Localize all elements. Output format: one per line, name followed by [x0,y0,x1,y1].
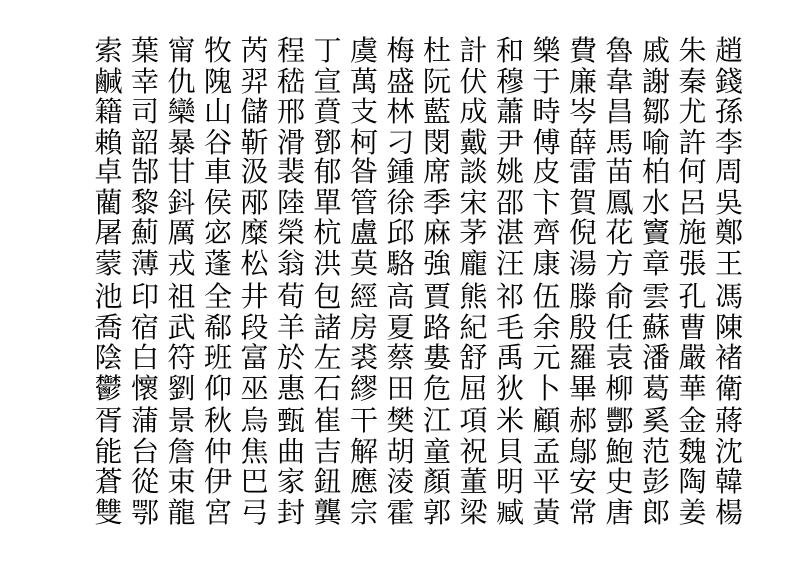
surname-character: 花 [605,216,634,249]
surname-character: 鈕 [313,465,342,498]
surname-character: 季 [422,185,451,219]
surname-character: 朱 [678,34,707,67]
surname-character: 禹 [495,341,524,374]
surname-character: 賈 [422,280,451,313]
surname-character: 江 [422,404,451,437]
surname-character: 呂 [678,185,707,219]
surname-character: 滕 [568,280,597,313]
surname-character: 陰 [94,341,123,374]
surname-character: 巴 [240,465,269,498]
surname-character: 陸 [276,185,305,219]
surname-character: 羊 [276,310,305,344]
surname-character: 高 [386,280,415,313]
surname-character: 經 [349,280,378,313]
surname-character: 戎 [167,246,196,280]
surname-character: 柏 [641,155,670,188]
surname-character: 于 [532,64,561,98]
surname-character: 董 [459,465,488,498]
surname-character: 祝 [459,434,488,468]
surname-character: 嚴 [678,341,707,374]
surname-character: 陳 [714,310,743,344]
surname-character: 鍾 [386,155,415,188]
surname-character: 姜 [678,495,707,529]
surname-character: 鄒 [641,95,670,128]
surname-character: 齊 [532,216,561,249]
surname-character: 蘇 [641,310,670,344]
surname-character: 宋 [459,185,488,219]
surname-character: 郜 [130,155,159,188]
surname-character: 莫 [349,246,378,280]
surname-character: 榮 [276,216,305,249]
surname-character: 宣 [313,64,342,98]
surname-character: 沈 [714,434,743,468]
surname-character: 樊 [386,404,415,437]
surname-character: 懷 [130,371,159,405]
surname-character: 戴 [459,125,488,159]
surname-character: 秋 [203,404,232,437]
surname-character: 蒙 [94,246,123,280]
surname-character: 茅 [459,216,488,249]
surname-character: 嵇 [276,64,305,98]
surname-character: 霍 [386,495,415,529]
surname-character: 池 [94,280,123,313]
surname-character: 章 [641,246,670,280]
surname-character: 倪 [568,216,597,249]
surname-character: 蔣 [714,404,743,437]
surname-character: 松 [240,246,269,280]
surname-character: 籍 [94,95,123,128]
surname-character: 方 [605,246,634,280]
surname-character: 明 [495,465,524,498]
surname-character: 屈 [459,371,488,405]
surname-character: 薊 [130,216,159,249]
surname-character: 郗 [203,310,232,344]
surname-character: 宿 [130,310,159,344]
surname-character: 支 [349,95,378,128]
surname-character: 芮 [240,34,269,67]
surname-character: 曹 [678,310,707,344]
surname-character: 葉 [130,34,159,67]
surname-character: 裴 [276,155,305,188]
surname-character: 於 [276,341,305,374]
surname-character: 汪 [495,246,524,280]
surname-character: 胡 [386,434,415,468]
surname-character: 龍 [167,495,196,529]
surname-character: 劉 [167,371,196,405]
surname-character: 刁 [386,125,415,159]
surname-character: 葛 [641,371,670,405]
surname-character: 應 [349,465,378,498]
surname-character: 梅 [386,34,415,67]
surname-character: 孫 [714,95,743,128]
surname-character: 薄 [130,246,159,280]
surname-character: 趙 [714,34,743,67]
surname-character: 畢 [568,371,597,405]
surname-character: 馬 [605,125,634,159]
surname-character: 盧 [349,216,378,249]
surname-character: 昝 [349,155,378,188]
surname-character: 解 [349,434,378,468]
surname-character: 皮 [532,155,561,188]
surname-character: 虞 [349,34,378,67]
surname-character: 項 [459,404,488,437]
surname-character: 孔 [678,280,707,313]
surname-character: 仇 [167,64,196,98]
surname-character: 欒 [167,95,196,128]
surname-character: 吉 [313,434,342,468]
surname-character: 能 [94,434,123,468]
surname-character: 元 [532,341,561,374]
surname-character: 楊 [714,495,743,529]
surname-character: 尤 [678,95,707,128]
surname-character: 岑 [568,95,597,128]
surname-character: 臧 [495,495,524,529]
surname-character: 殷 [568,310,597,344]
surname-character: 談 [459,155,488,188]
surname-character: 盛 [386,64,415,98]
surname-character: 成 [459,95,488,128]
surname-character: 彭 [641,465,670,498]
surname-character: 樂 [532,34,561,67]
surname-character: 牧 [203,34,232,67]
surname-character: 施 [678,216,707,249]
surname-character: 張 [678,246,707,280]
surname-character: 袁 [605,341,634,374]
surname-character: 錢 [714,64,743,98]
surname-character: 阮 [422,64,451,98]
surname-character: 汲 [240,155,269,188]
surname-character: 米 [495,404,524,437]
surname-character: 全 [203,280,232,313]
surname-character: 金 [678,404,707,437]
surname-character: 麻 [422,216,451,249]
surname-character: 糜 [240,216,269,249]
surname-character: 貝 [495,434,524,468]
surname-character: 龐 [459,246,488,280]
surname-character: 鄭 [714,216,743,249]
surname-character: 姚 [495,155,524,188]
surname-character: 左 [313,341,342,374]
surname-character: 鈄 [167,185,196,219]
surname-character: 諸 [313,310,342,344]
surname-character: 費 [568,34,597,67]
surname-character: 伏 [459,64,488,98]
surname-character: 安 [568,465,597,498]
surname-character: 平 [532,465,561,498]
surname-character: 苗 [605,155,634,188]
surname-character: 蒼 [94,465,123,498]
surname-character: 鮑 [605,434,634,468]
surname-character: 奚 [641,404,670,437]
surname-character: 熊 [459,280,488,313]
surname-character: 翁 [276,246,305,280]
surname-character: 伊 [203,465,232,498]
surname-character: 靳 [240,125,269,159]
surname-character: 童 [422,434,451,468]
surname-character: 仲 [203,434,232,468]
surname-character: 魏 [678,434,707,468]
surname-character: 雷 [568,155,597,188]
surname-character: 厲 [167,216,196,249]
surname-character: 屠 [94,216,123,249]
surname-character: 駱 [386,246,415,280]
surname-character: 司 [130,95,159,128]
surname-character: 和 [495,34,524,67]
surname-character: 暴 [167,125,196,159]
surname-character: 穆 [495,64,524,98]
surname-character: 惠 [276,371,305,405]
surname-character: 巫 [240,371,269,405]
surname-character: 田 [386,371,415,405]
surname-character: 傅 [532,125,561,159]
surname-character: 甯 [167,34,196,67]
surname-character: 賴 [94,125,123,159]
surname-character: 符 [167,341,196,374]
surname-character: 甘 [167,155,196,188]
surname-character: 席 [422,155,451,188]
surname-character: 舒 [459,341,488,374]
surname-character: 李 [714,125,743,159]
surname-character: 韓 [714,465,743,498]
surname-character: 鄧 [313,125,342,159]
surname-character: 酆 [605,404,634,437]
surname-character: 鄂 [130,495,159,529]
surname-character: 俞 [605,280,634,313]
surname-character: 家 [276,465,305,498]
surname-character: 烏 [240,404,269,437]
surname-character: 王 [714,246,743,280]
surname-character: 鳳 [605,185,634,219]
surname-character: 吳 [714,185,743,219]
surname-character: 蔡 [386,341,415,374]
surname-character: 荀 [276,280,305,313]
surname-character: 黃 [532,495,561,529]
surname-character: 仰 [203,371,232,405]
surname-character: 隗 [203,64,232,98]
surname-character: 尹 [495,125,524,159]
surname-character: 湯 [568,246,597,280]
surname-character: 邱 [386,216,415,249]
surname-character: 伍 [532,280,561,313]
surname-character: 丁 [313,34,342,67]
surname-character: 強 [422,246,451,280]
surname-character: 宗 [349,495,378,529]
surname-character: 包 [313,280,342,313]
surname-character: 封 [276,495,305,529]
surname-character: 雲 [641,280,670,313]
surname-character: 崔 [313,404,342,437]
surname-character: 華 [678,371,707,405]
surname-character: 曲 [276,434,305,468]
surname-character: 卞 [532,185,561,219]
surname-character: 台 [130,434,159,468]
surname-character: 洪 [313,246,342,280]
surname-character: 戚 [641,34,670,67]
surname-character: 黎 [130,185,159,219]
surname-character: 杜 [422,34,451,67]
surname-character: 詹 [167,434,196,468]
surname-character: 程 [276,34,305,67]
surname-character: 余 [532,310,561,344]
surname-character: 顧 [532,404,561,437]
surname-character: 閔 [422,125,451,159]
surname-character: 卓 [94,155,123,188]
surname-character: 羿 [240,64,269,98]
surname-character: 裘 [349,341,378,374]
surname-character: 單 [313,185,342,219]
surname-character: 石 [313,371,342,405]
surname-character: 何 [678,155,707,188]
surname-character: 謝 [641,64,670,98]
surname-character: 韶 [130,125,159,159]
surname-character: 束 [167,465,196,498]
surname-character: 柯 [349,125,378,159]
surname-character: 郝 [568,404,597,437]
surname-character: 從 [130,465,159,498]
surname-character: 褚 [714,341,743,374]
surname-character: 湛 [495,216,524,249]
surname-character: 繆 [349,371,378,405]
surname-character: 康 [532,246,561,280]
surname-character: 宓 [203,216,232,249]
surname-character: 危 [422,371,451,405]
surname-character: 鬱 [94,371,123,405]
surname-character: 祖 [167,280,196,313]
surname-character: 婁 [422,341,451,374]
surname-character: 時 [532,95,561,128]
surname-character: 郁 [313,155,342,188]
surname-character: 白 [130,341,159,374]
surname-character: 甄 [276,404,305,437]
surname-character: 鹹 [94,64,123,98]
surname-character: 雙 [94,495,123,529]
surname-character: 蕭 [495,95,524,128]
surname-character: 幸 [130,64,159,98]
surname-character: 班 [203,341,232,374]
surname-character: 萬 [349,64,378,98]
surname-character: 毛 [495,310,524,344]
surname-character: 弓 [240,495,269,529]
surname-character: 唐 [605,495,634,529]
surname-character: 藺 [94,185,123,219]
surname-character: 陶 [678,465,707,498]
surname-character: 衛 [714,371,743,405]
surname-character: 水 [641,185,670,219]
surname-character: 紀 [459,310,488,344]
surname-character: 潘 [641,341,670,374]
surname-character: 廉 [568,64,597,98]
surname-character: 路 [422,310,451,344]
surname-character: 藍 [422,95,451,128]
surname-character: 昌 [605,95,634,128]
surname-character: 祁 [495,280,524,313]
surname-character: 魯 [605,34,634,67]
surname-character: 井 [240,280,269,313]
surname-character: 侯 [203,185,232,219]
surname-character: 龔 [313,495,342,529]
surname-character: 竇 [641,216,670,249]
surname-character: 周 [714,155,743,188]
surname-character: 鄔 [568,434,597,468]
surname-character: 賁 [313,95,342,128]
surname-character: 管 [349,185,378,219]
surname-character: 史 [605,465,634,498]
surname-character: 宮 [203,495,232,529]
surname-character: 儲 [240,95,269,128]
surname-character: 許 [678,125,707,159]
surname-character: 景 [167,404,196,437]
surname-character: 胥 [94,404,123,437]
surname-character: 邴 [240,185,269,219]
surname-character: 徐 [386,185,415,219]
surname-character: 干 [349,404,378,437]
surname-character: 山 [203,95,232,128]
surname-character: 邢 [276,95,305,128]
surname-character: 羅 [568,341,597,374]
surname-character: 蒲 [130,404,159,437]
surname-character: 韋 [605,64,634,98]
surname-character: 常 [568,495,597,529]
surname-character: 夏 [386,310,415,344]
surname-character: 喻 [641,125,670,159]
surname-character: 印 [130,280,159,313]
surname-character: 杭 [313,216,342,249]
surname-character: 林 [386,95,415,128]
surname-character: 富 [240,341,269,374]
surname-character: 郎 [641,495,670,529]
surname-character: 梁 [459,495,488,529]
surname-character: 郭 [422,495,451,529]
surname-character: 計 [459,34,488,67]
surname-character: 任 [605,310,634,344]
surname-character: 淩 [386,465,415,498]
surname-character: 蓬 [203,246,232,280]
surname-character: 索 [94,34,123,67]
surname-character: 卜 [532,371,561,405]
surname-character: 焦 [240,434,269,468]
surname-character: 秦 [678,64,707,98]
surname-character: 顏 [422,465,451,498]
surname-character: 柳 [605,371,634,405]
surname-character: 房 [349,310,378,344]
surname-character: 滑 [276,125,305,159]
surname-character: 武 [167,310,196,344]
surname-character: 孟 [532,434,561,468]
surname-character: 馮 [714,280,743,313]
surname-character: 段 [240,310,269,344]
surname-character: 喬 [94,310,123,344]
surname-character: 車 [203,155,232,188]
surname-character: 谷 [203,125,232,159]
surname-character: 狄 [495,371,524,405]
surname-character: 邵 [495,185,524,219]
surname-character: 范 [641,434,670,468]
surname-character: 賀 [568,185,597,219]
surname-character: 薛 [568,125,597,159]
